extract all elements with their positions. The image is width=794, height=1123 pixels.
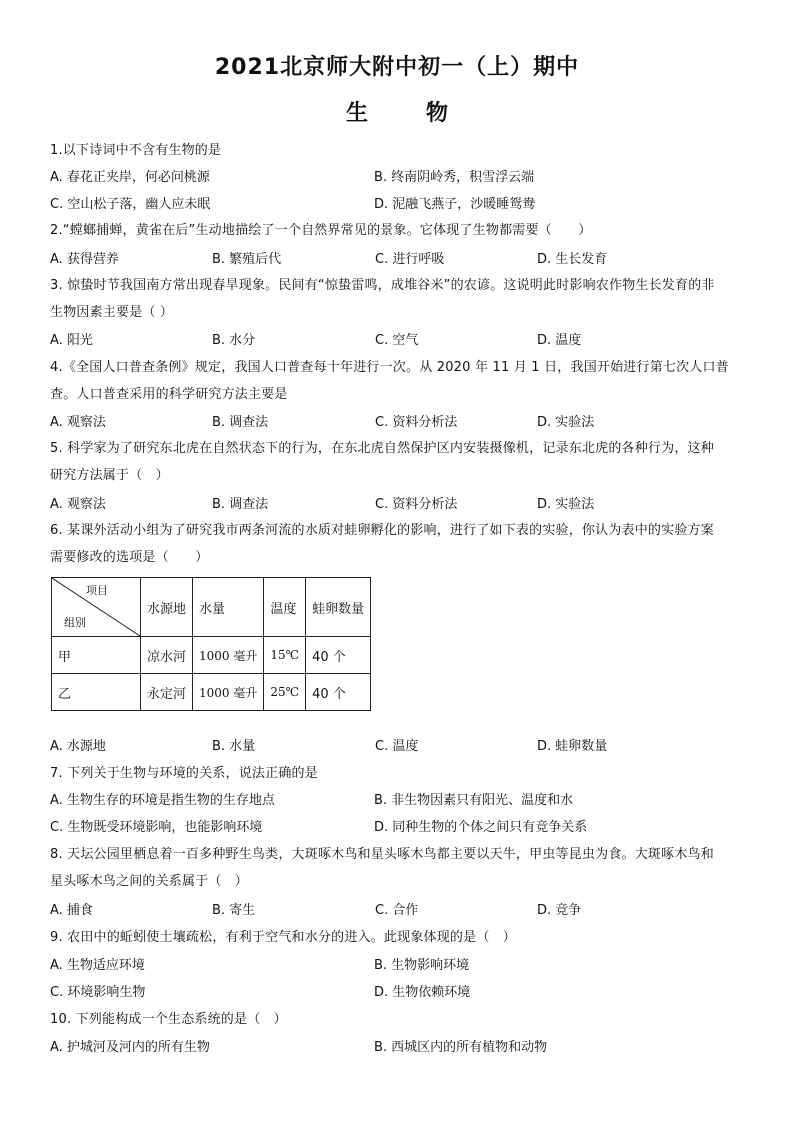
table-cell: 凉水河	[141, 637, 193, 674]
table-cell: 1000 毫升	[193, 674, 264, 711]
option-1d: D. 泥融飞燕子，沙暖睡鸳鸯	[374, 197, 536, 212]
question-6-stem-line-2: 需要修改的选项是（ ）	[50, 550, 209, 565]
table-row	[52, 637, 371, 674]
option-3d: D. 温度	[537, 333, 582, 348]
option-7a: A. 生物生存的环境是指生物的生存地点	[50, 793, 275, 808]
question-10-stem: 10. 下列能构成一个生态系统的是（ ）	[50, 1012, 287, 1027]
option-9d: D. 生物依赖环境	[374, 985, 471, 1000]
corner-label-group: 组别	[64, 616, 86, 629]
option-6d: D. 蛙卵数量	[537, 739, 608, 754]
question-3-stem-line-2: 生物因素主要是（ ）	[50, 305, 174, 320]
question-9-options-row-1	[50, 957, 760, 975]
option-6c: C. 温度	[375, 739, 419, 754]
option-2b: B. 繁殖后代	[212, 252, 282, 267]
subject-char-1: 生	[345, 101, 368, 126]
question-7-options-row-1	[50, 792, 760, 810]
question-4-options	[50, 414, 760, 432]
table-cell: 乙	[52, 674, 141, 711]
question-1-options-row-2	[50, 196, 760, 214]
question-9-options-row-2	[50, 984, 760, 1002]
question-5-options	[50, 496, 760, 514]
option-7d: D. 同种生物的个体之间只有竞争关系	[374, 820, 588, 835]
question-5-stem-line-1: 5. 科学家为了研究东北虎在自然状态下的行为，在东北虎自然保护区内安装摄像机，记录东北虎的各种行为，这种	[50, 441, 714, 456]
question-7-options-row-2	[50, 819, 760, 837]
table-header-cell: 水量	[193, 578, 264, 637]
experiment-table	[51, 577, 371, 711]
option-5c: C. 资料分析法	[375, 497, 458, 512]
option-10a: A. 护城河及河内的所有生物	[50, 1040, 210, 1055]
question-9-stem: 9. 农田中的蚯蚓使土壤疏松，有利于空气和水分的进入。此现象体现的是（ ）	[50, 930, 516, 945]
subject-char-2: 物	[426, 101, 449, 126]
question-6-stem-line-1: 6. 某课外活动小组为了研究我市两条河流的水质对蛙卵孵化的影响，进行了如下表的实验，你认为表中的实验方案	[50, 523, 714, 538]
page-title: 2021北京师大附中初一（上）期中	[214, 55, 580, 80]
question-8-stem-line-1: 8. 天坛公园里栖息着一百多种野生鸟类，大斑啄木鸟和星头啄木鸟都主要以天牛，甲虫等昆虫为食。大斑啄木鸟和	[50, 847, 714, 862]
option-2d: D. 生长发育	[537, 252, 608, 267]
option-8d: D. 竞争	[537, 903, 582, 918]
option-3b: B. 水分	[212, 333, 256, 348]
option-4d: D. 实验法	[537, 415, 595, 430]
table-cell: 25℃	[264, 674, 306, 711]
option-9c: C. 环境影响生物	[50, 985, 146, 1000]
option-9a: A. 生物适应环境	[50, 958, 145, 973]
table-cell: 15℃	[264, 637, 306, 674]
question-5-stem-line-2: 研究方法属于（ ）	[50, 468, 169, 483]
question-8-options	[50, 902, 760, 920]
table-cell: 40 个	[306, 674, 371, 711]
option-10b: B. 西城区内的所有植物和动物	[374, 1040, 548, 1055]
option-8b: B. 寄生	[212, 903, 256, 918]
option-9b: B. 生物影响环境	[374, 958, 470, 973]
table-cell: 1000 毫升	[193, 637, 264, 674]
table-corner-cell	[52, 578, 141, 637]
option-3c: C. 空气	[375, 333, 419, 348]
question-7-stem: 7. 下列关于生物与环境的关系，说法正确的是	[50, 766, 318, 781]
option-1c: C. 空山松子落，幽人应未眠	[50, 197, 211, 212]
option-4a: A. 观察法	[50, 415, 106, 430]
option-6b: B. 水量	[212, 739, 256, 754]
question-3-stem-line-1: 3. 惊蛰时节我国南方常出现春旱现象。民间有“惊蛰雷鸣，成堆谷米”的农谚。这说明此时影响农作物生长发育的非	[50, 278, 715, 293]
question-2-stem: 2.“螳螂捕蝉，黄雀在后”生动地描绘了一个自然界常见的景象。它体现了生物都需要（ ）	[50, 223, 592, 238]
option-7b: B. 非生物因素只有阳光、温度和水	[374, 793, 574, 808]
corner-label-item: 项目	[86, 584, 108, 597]
option-6a: A. 水源地	[50, 739, 106, 754]
option-4b: B. 调查法	[212, 415, 269, 430]
subject-heading	[0, 96, 794, 127]
question-10-options	[50, 1039, 760, 1057]
option-1a: A. 春花正夹岸，何必问桃源	[50, 170, 210, 185]
option-8a: A. 捕食	[50, 903, 93, 918]
option-5a: A. 观察法	[50, 497, 106, 512]
question-4-stem-line-1: 4.《全国人口普查条例》规定，我国人口普查每十年进行一次。从 2020 年 11 月 1 日，我国开始进行第七次人口普	[50, 360, 729, 375]
option-2c: C. 进行呼吸	[375, 252, 445, 267]
question-8-stem-line-2: 星头啄木鸟之间的关系属于（ ）	[50, 874, 249, 889]
table-header-cell: 温度	[264, 578, 306, 637]
table-header-row	[52, 578, 371, 637]
option-5b: B. 调查法	[212, 497, 269, 512]
question-4-stem-line-2: 查。人口普查采用的科学研究方法主要是	[50, 387, 288, 402]
option-1b: B. 终南阴岭秀，积雪浮云端	[374, 170, 535, 185]
question-1-stem: 1.以下诗词中不含有生物的是	[50, 143, 222, 158]
table-cell: 40 个	[306, 637, 371, 674]
option-5d: D. 实验法	[537, 497, 595, 512]
table-cell: 甲	[52, 637, 141, 674]
option-4c: C. 资料分析法	[375, 415, 458, 430]
option-3a: A. 阳光	[50, 333, 93, 348]
option-2a: A. 获得营养	[50, 252, 119, 267]
question-2-options	[50, 251, 760, 269]
question-1-options-row-1	[50, 169, 760, 187]
table-header-cell: 蛙卵数量	[306, 578, 371, 637]
option-8c: C. 合作	[375, 903, 419, 918]
question-6-options	[50, 738, 760, 756]
table-cell: 永定河	[141, 674, 193, 711]
table-header-cell: 水源地	[141, 578, 193, 637]
option-7c: C. 生物既受环境影响，也能影响环境	[50, 820, 263, 835]
question-3-options	[50, 332, 760, 350]
table-row	[52, 674, 371, 711]
